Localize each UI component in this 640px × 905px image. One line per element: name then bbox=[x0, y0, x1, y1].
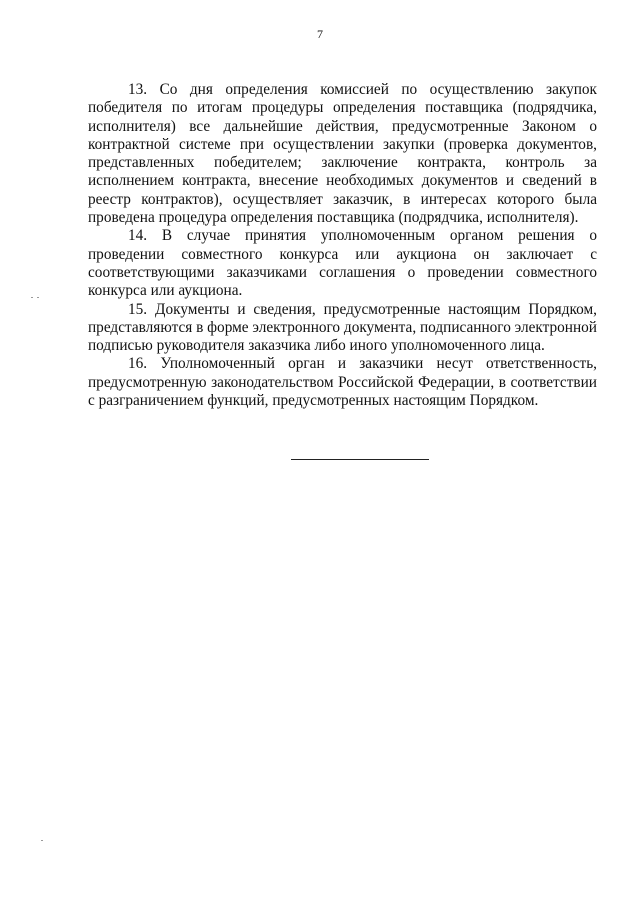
scan-speck bbox=[31, 297, 33, 298]
paragraph-16: 16. Уполномоченный орган и заказчики несут ответственность, предусмотренную законодательством Российской Федерации, в соответствии с разграничением функций, предусмотренных настоящим Порядком. bbox=[88, 355, 597, 410]
end-of-document-rule bbox=[291, 459, 429, 460]
paragraph-13: 13. Со дня определения комиссией по осуществлению закупок победителя по итогам процедуры определения поставщика (подрядчика, исполнителя) все дальнейшие действия, предусмотренные Законом о контрактной системе при осуществлении закупки (проверка документов, представленных победителем; заключение контракта, контроль за исполнением контракта, внесение необходимых документов и сведений в реестр контрактов), осуществляет заказчик, в интересах которого была проведена процедура определения поставщика (подрядчика, исполнителя). bbox=[88, 81, 597, 227]
page-number: 7 bbox=[317, 27, 323, 41]
document-body bbox=[88, 81, 597, 410]
paragraph-15: 15. Документы и сведения, предусмотренные настоящим Порядком, представляются в форме электронного документа, подписанного электронной подписью руководителя заказчика либо иного уполномоченного лица. bbox=[88, 300, 597, 355]
paragraph-14: 14. В случае принятия уполномоченным органом решения о проведении совместного конкурса или аукциона он заключает с соответствующими заказчиками соглашения о проведении совместного конкурса или аукциона. bbox=[88, 227, 597, 300]
scan-speck bbox=[37, 297, 39, 298]
scan-speck bbox=[41, 840, 43, 841]
